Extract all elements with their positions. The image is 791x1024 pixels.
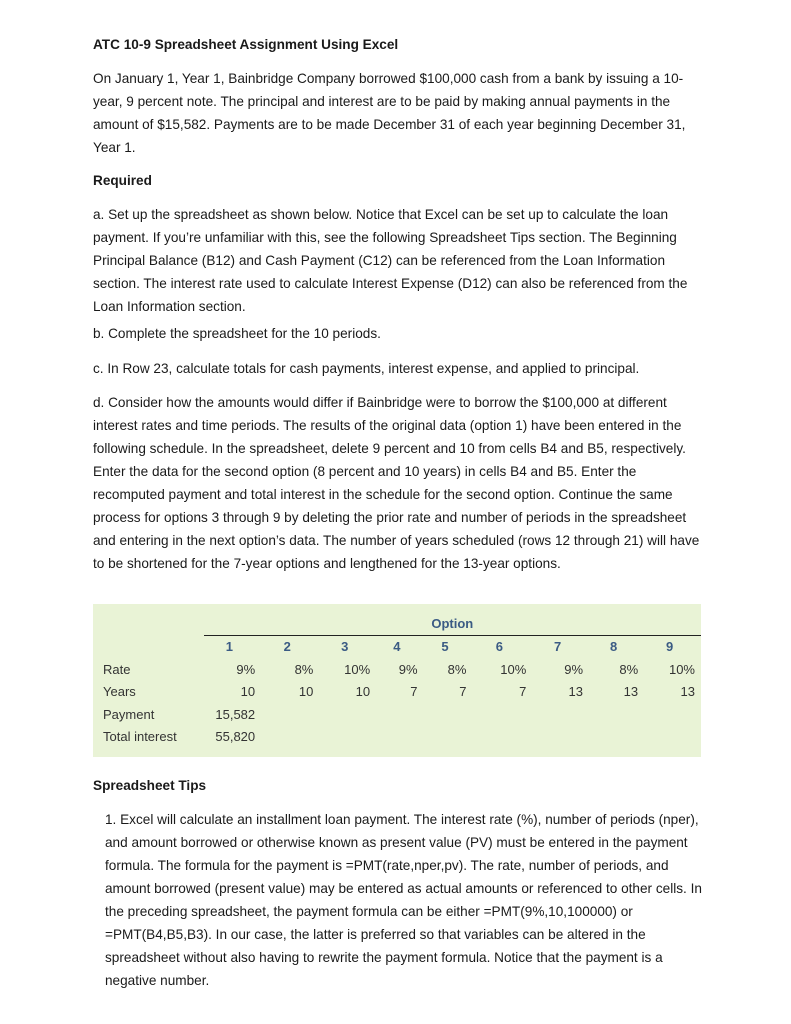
table-cell: 55,820 <box>215 729 256 745</box>
intro-paragraph: On January 1, Year 1, Bainbridge Company borrowed $100,000 cash from a bank by issuing a 10-year, 9 percent note. The principal and interest are to be paid by making annual payments in the amount of $15,582. Payments are to be made December 31 of each year beginning December 31, Year 1. <box>93 71 686 155</box>
table-cell: 13 <box>568 684 584 700</box>
row-label: Rate <box>103 661 131 677</box>
table-cell: 8% <box>619 661 639 677</box>
table-cell <box>532 703 589 726</box>
table-row <box>93 703 701 726</box>
option-number: 7 <box>554 639 562 655</box>
table-cell: 10 <box>298 684 314 700</box>
option-number: 8 <box>609 639 618 655</box>
option-number-row <box>93 635 701 658</box>
table-cell <box>319 726 376 749</box>
option-number: 4 <box>393 639 401 655</box>
table-cell: 9% <box>398 661 418 677</box>
table-cell <box>376 726 423 749</box>
option-header: Option <box>204 612 701 635</box>
options-table <box>93 604 701 757</box>
requirement-c: c. In Row 23, calculate totals for cash payments, interest expense, and applied to principal. <box>93 361 640 376</box>
table-row <box>93 726 701 749</box>
table-cell: 13 <box>623 684 639 700</box>
table-cell: 10% <box>668 661 695 677</box>
table-cell: 8% <box>294 661 314 677</box>
requirement-a: a. Set up the spreadsheet as shown below. Notice that Excel can be set up to calculate the loan payment. If you’re unfamiliar with this, see the following Spreadsheet Tips section. The Beginning Principal Balance (B12) and Cash Payment (C12) can be referenced from the Loan Information section. The interest rate used to calculate Interest Expense (D12) can also be referenced from the Loan Information section. <box>93 207 688 314</box>
table-cell <box>472 703 532 726</box>
table-cell <box>589 726 644 749</box>
table-cell: 10% <box>344 661 371 677</box>
option-number: 9 <box>665 639 674 655</box>
required-heading: Required <box>93 173 152 188</box>
tips-heading: Spreadsheet Tips <box>93 778 207 793</box>
option-number: 3 <box>341 639 349 655</box>
table-row <box>93 681 701 704</box>
table-row <box>93 658 701 681</box>
table-cell <box>261 726 319 749</box>
table-cell: 15,582 <box>215 706 256 722</box>
table-cell: 7 <box>519 684 527 700</box>
table-cell: 7 <box>459 684 467 700</box>
row-label: Payment <box>103 706 155 722</box>
table-cell <box>261 703 319 726</box>
table-cell: 10 <box>240 684 256 700</box>
table-cell: 9% <box>564 661 584 677</box>
option-number: 6 <box>495 639 504 655</box>
tip-1: 1. Excel will calculate an installment loan payment. The interest rate (%), number of periods (nper), and amount borrowed or otherwise known as present value (PV) must be entered in the payment formula. The formula for the payment is =PMT(rate,nper,pv). The rate, number of periods, and amount borrowed (present value) may be entered as actual amounts or referenced to other cells. In the preceding spreadsheet, the payment formula can be either =PMT(9%,10,100000) or =PMT(B4,B5,B3). In our case, the latter is preferred so that variables can be altered in the spreadsheet without also having to rewrite the payment formula. Notice that the payment is a negative number. <box>105 812 702 988</box>
table-cell <box>376 703 423 726</box>
table-cell: 8% <box>447 661 467 677</box>
table-cell <box>424 726 473 749</box>
document-title: ATC 10-9 Spreadsheet Assignment Using Excel <box>93 37 399 52</box>
table-cell <box>532 726 589 749</box>
table-cell: 13 <box>680 684 695 700</box>
option-number: 2 <box>283 639 291 655</box>
row-label: Total interest <box>103 729 177 745</box>
option-number: 1 <box>225 639 233 655</box>
table-cell <box>319 703 376 726</box>
row-label: Years <box>103 684 136 700</box>
table-cell <box>644 726 701 749</box>
requirement-b: b. Complete the spreadsheet for the 10 periods. <box>93 326 381 341</box>
table-cell <box>472 726 532 749</box>
table-cell <box>644 703 701 726</box>
requirement-d: d. Consider how the amounts would differ if Bainbridge were to borrow the $100,000 at different interest rates and time periods. The results of the original data (option 1) have been entered in the following schedule. In the spreadsheet, delete 9 percent and 10 from cells B4 and B5, respectively. Enter the data for the second option (8 percent and 10 years) in cells B4 and B5. Enter the recomputed payment and total interest in the schedule for the second option. Continue the same process for options 3 through 9 by deleting the prior rate and number of periods in the spreadsheet and entering in the next option’s data. The number of years scheduled (rows 12 through 21) will have to be shortened for the 7-year options and lengthened for the 13-year options. <box>93 395 700 571</box>
table-cell <box>589 703 644 726</box>
table-cell: 10% <box>500 661 527 677</box>
table-cell: 10 <box>355 684 371 700</box>
table-cell: 7 <box>410 684 418 700</box>
table-cell: 9% <box>236 661 256 677</box>
option-number: 5 <box>441 639 449 655</box>
table-cell <box>424 703 473 726</box>
